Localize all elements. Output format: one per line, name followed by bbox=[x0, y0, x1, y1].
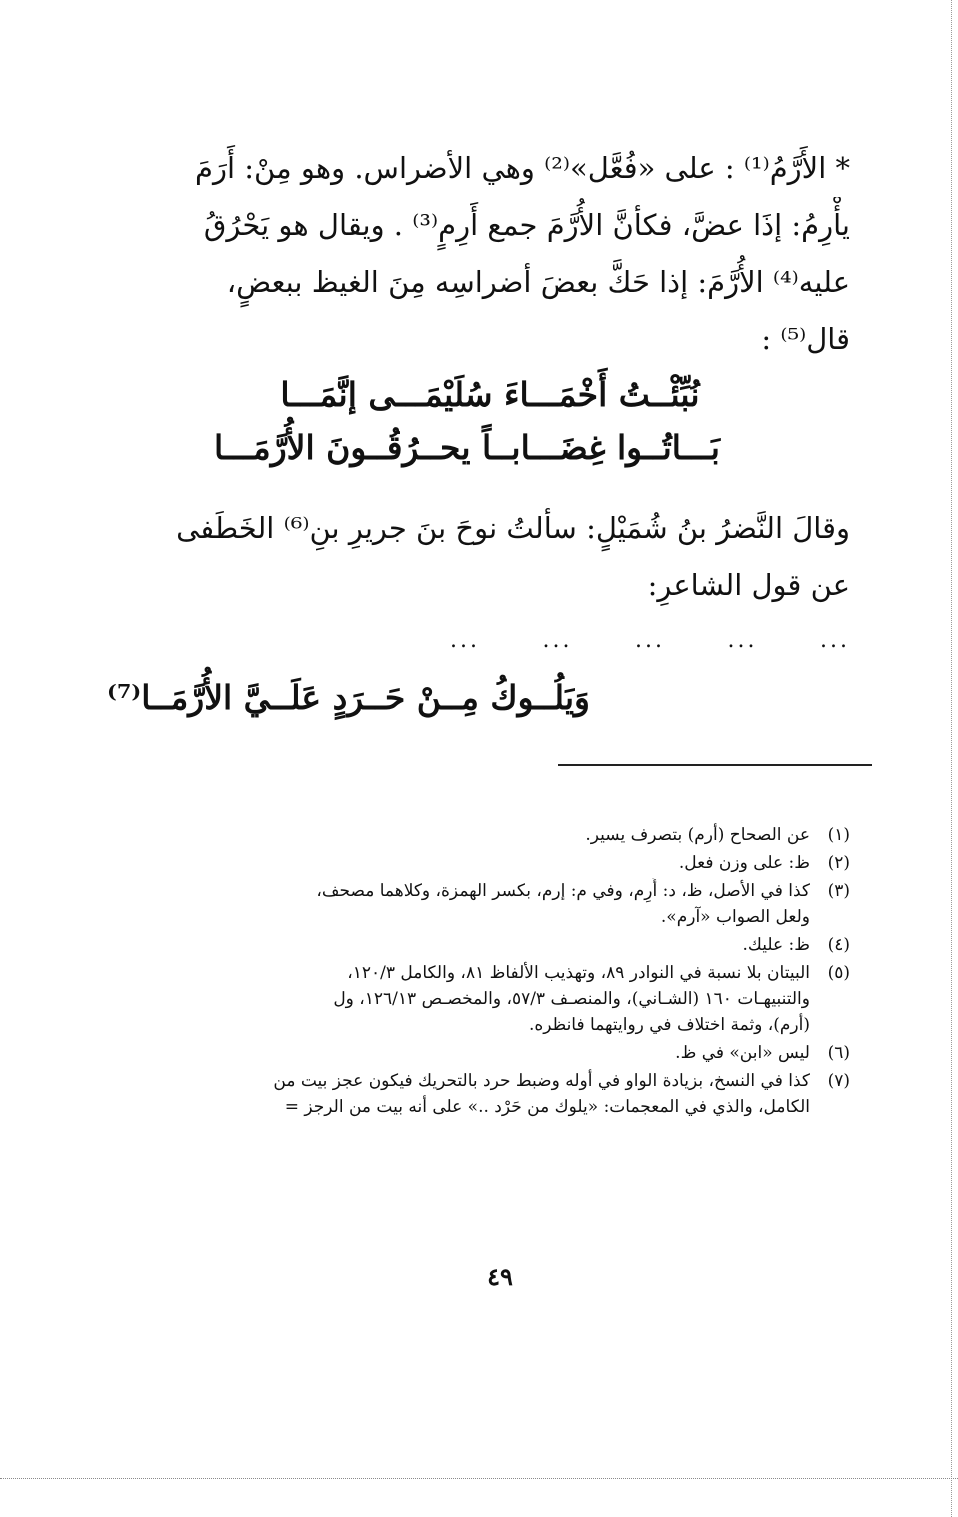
footnote bbox=[160, 932, 850, 958]
footnote-text bbox=[160, 822, 810, 848]
footnote-line: ليس «ابن» في ظ. bbox=[675, 1043, 810, 1063]
second-paragraph bbox=[160, 500, 850, 614]
footnote-text bbox=[160, 1068, 810, 1120]
scan-edge-line bbox=[950, 0, 952, 1517]
footnote-line: الكامل، والذي في المعجمات: «يلوك من حَرْد ..» على أنه بيت من الرجز = bbox=[284, 1097, 810, 1117]
footnote-text bbox=[160, 932, 810, 958]
body-line: يأْرِمُ: إذَا عضَّ، فكأنَّ الأُرَّمَ جمع أَرِمٍ⁽³⁾ . ويقال هو يَحْرُقُ bbox=[203, 208, 850, 242]
footnote-text bbox=[160, 878, 810, 930]
ellipsis: ... bbox=[820, 628, 850, 653]
para2-line: وقالَ النَّضرُ بنُ شُمَيْلٍ: سألتُ نوحَ بنَ جريرِ بنِ⁽⁶⁾ الخَطَفى bbox=[176, 511, 850, 545]
footnote-number: (٦) bbox=[827, 1043, 850, 1063]
footnote-line: والتنبيهـات ١٦٠ (الشـاني)، والمنصـف ٥٧/٣، والمخصـص ١٢٦/١٣، ول bbox=[333, 989, 810, 1009]
footnotes bbox=[160, 822, 850, 1122]
footnote bbox=[160, 878, 850, 930]
para2-line: عن قول الشاعرِ: bbox=[647, 568, 850, 602]
footnote-line: ظ: عليك. bbox=[742, 935, 810, 955]
ellipsis: ... bbox=[542, 628, 573, 653]
body-line: قال⁽⁵⁾ : bbox=[761, 322, 850, 356]
footnote-line: عن الصحاح (أرم) بتصرف يسير. bbox=[585, 825, 810, 845]
body-line: عليه⁽⁴⁾ الأُرَّمَ: إذا حَكَّ بعضَ أضراسِه مِنَ الغيظ ببعضٍ، bbox=[226, 265, 850, 299]
footnote-line: كذا في النسخ، بزيادة الواو في أوله وضبط حرد بالتحريك فيكون عجز بيت من bbox=[273, 1071, 810, 1091]
ellipsis: ... bbox=[450, 628, 480, 653]
footnote-number: (٧) bbox=[827, 1071, 850, 1091]
footnote-line: (أرم)، وثمة اختلاف في روايتهما فانظره. bbox=[528, 1015, 810, 1035]
footnote bbox=[160, 850, 850, 876]
footnote-divider bbox=[558, 764, 872, 766]
footnote-number: (٤) bbox=[827, 935, 850, 955]
footnote-text bbox=[160, 850, 810, 876]
footnote-line: ظ: على وزن فعل. bbox=[678, 853, 810, 873]
page-number: ٤٩ bbox=[487, 1262, 513, 1291]
main-paragraph bbox=[160, 140, 850, 368]
verse-line-3: وَيَلُــوكُ مِــنْ حَــرَدٍ عَلَــيَّ الأُرَّمَــا⁽⁷⁾ bbox=[107, 678, 590, 717]
ellipsis: ... bbox=[727, 628, 758, 653]
footnote bbox=[160, 1040, 850, 1066]
verse-line-1: نُبِّئْــتُ أَخْمَـــاءَ سُلَيْمَـــى إنَّمَـــا bbox=[280, 375, 700, 414]
ellipsis: ... bbox=[635, 628, 665, 653]
footnote-text bbox=[160, 960, 810, 1038]
verse-line-2: بَـــاتُــوا غِضَـــابــاً يحــرُقُــونَ الأُرَّمَـــا bbox=[213, 428, 720, 467]
footnote bbox=[160, 960, 850, 1038]
footnote-text bbox=[160, 1040, 810, 1066]
footnote-number: (٢) bbox=[827, 853, 850, 873]
ellipsis-row bbox=[450, 628, 850, 653]
footnote-number: (٣) bbox=[827, 881, 850, 901]
footnote bbox=[160, 1068, 850, 1120]
body-line: * الأَرَّمُ⁽¹⁾ : على «فُعَّل»⁽²⁾ وهي الأضراس. وهو مِنْ: أَرَمَ bbox=[195, 151, 850, 185]
footnote-line: البيتان بلا نسبة في النوادر ٨٩، وتهذيب الألفاظ ٨١، والكامل ١٢٠/٣، bbox=[347, 963, 810, 983]
footnote-line: ولعل الصواب «آرم». bbox=[660, 907, 810, 927]
footnote-number: (٥) bbox=[827, 963, 850, 983]
scan-bottom-line bbox=[0, 1478, 958, 1480]
footnote-line: كذا في الأصل، ظ، د: أَرِم، وفي م: إرم، بكسر الهمزة، وكلاهما مصحف، bbox=[316, 881, 810, 901]
footnote bbox=[160, 822, 850, 848]
footnote-number: (١) bbox=[827, 825, 850, 845]
